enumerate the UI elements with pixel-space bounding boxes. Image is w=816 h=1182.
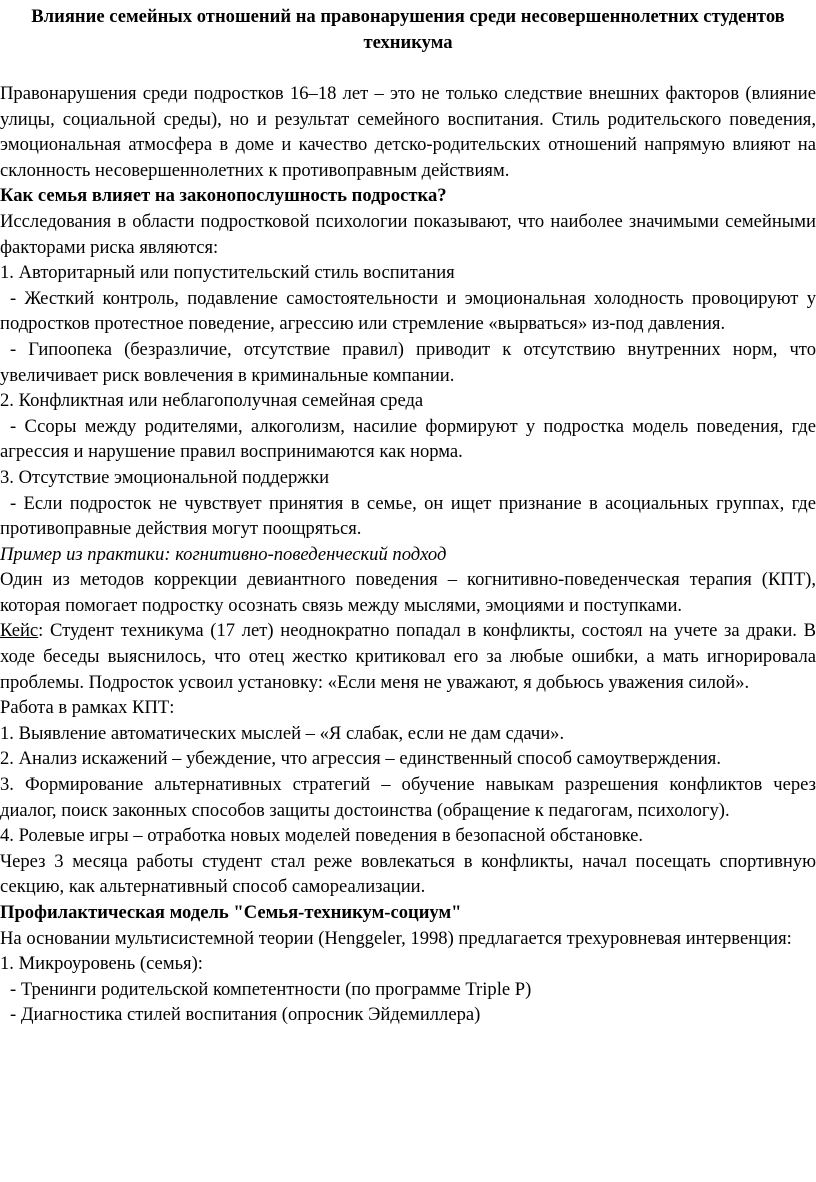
section-heading-family-influence: Как семья влияет на законопослушность подростка? [0,185,447,207]
example-lead: Один из методов коррекции девиантного поведения – когнитивно-поведенческая терапия (КПТ), которая помогает подростку осознать связь между мыслями, эмоциями и поступками. [0,569,816,616]
case-text: : Студент техникума (17 лет) неоднократно попадал в конфликты, состоял на учете за драки. В ходе беседы выяснилось, что отец жестко критиковал его за любые ошибки, а мать игнорировала проблемы. Подросток усвоил установку: «Если меня не уважают, я добьюсь уважения силой». [0,620,816,693]
factor-2-title: 2. Конфликтная или неблагополучная семейная среда [0,390,424,412]
case-label: Кейс [0,620,39,642]
model-level-1-item-a: - Тренинги родительской компетентности (по программе Triple P) [10,978,532,1000]
factor-1-title: 1. Авторитарный или попустительский стиль воспитания [0,262,455,284]
model-heading: Профилактическая модель "Семья-техникум-социум" [0,902,462,923]
cbt-step-1: 1. Выявление автоматических мыслей – «Я слабак, если не дам сдачи». [0,722,565,744]
model-level-1: 1. Микроуровень (семья): [0,953,203,975]
model-level-1-item-b: - Диагностика стилей воспитания (опросник Эйдемиллера) [10,1004,481,1026]
cbt-step-2: 2. Анализ искажений – убеждение, что агрессия – единственный способ самоутверждения. [0,748,721,770]
section1-lead: Исследования в области подростковой психологии показывают, что наиболее значимыми семейными факторами риска являются: [0,210,816,258]
cbt-result: Через 3 месяца работы студент стал реже вовлекаться в конфликты, начал посещать спортивную секцию, как альтернативный способ самореализации. [0,850,816,898]
example-heading: Пример из практики: когнитивно-поведенческий подход [0,543,447,565]
model-lead: На основании мультисистемной теории (Henggeler, 1998) предлагается трехуровневая интервенция: [0,927,792,949]
cbt-work-title: Работа в рамках КПТ: [0,697,175,719]
factor-3-point-a: - Если подросток не чувствует принятия в семье, он ищет признание в асоциальных группах, где противоправные действия могут поощряться. [0,492,816,540]
cbt-step-3: 3. Формирование альтернативных стратегий – обучение навыкам разрешения конфликтов через диалог, поиск законных способов защиты достоинства (обращение к педагогам, психологу). [0,774,816,821]
cbt-step-4: 4. Ролевые игры – отработка новых моделей поведения в безопасной обстановке. [0,825,644,847]
intro-paragraph: Правонарушения среди подростков 16–18 лет – это не только следствие внешних факторов (влияние улицы, социальной среды), но и результат семейного воспитания. Стиль родительского поведения, эмоциональная атмосфера в доме и качество детско-родительских отношений напрямую влияют на склонность несовершеннолетних к противоправным действиям. [0,83,816,181]
factor-1-point-b: - Гипоопека (безразличие, отсутствие правил) приводит к отсутствию внутренних норм, что увеличивает риск вовлечения в криминальные компании. [0,338,816,386]
factor-3-title: 3. Отсутствие эмоциональной поддержки [0,466,330,488]
factor-1-point-a: - Жесткий контроль, подавление самостоятельности и эмоциональная холодность провоцируют у подростков протестное поведение, агрессию или стремление «вырваться» из-под давления. [0,287,816,335]
document-title: Влияние семейных отношений на правонарушения среди несовершеннолетних студентов техникума [31,6,785,53]
case-paragraph [0,618,816,695]
factor-2-point-a: - Ссоры между родителями, алкоголизм, насилие формируют у подростка модель поведения, где агрессия и нарушение правил воспринимаются как норма. [0,415,816,463]
